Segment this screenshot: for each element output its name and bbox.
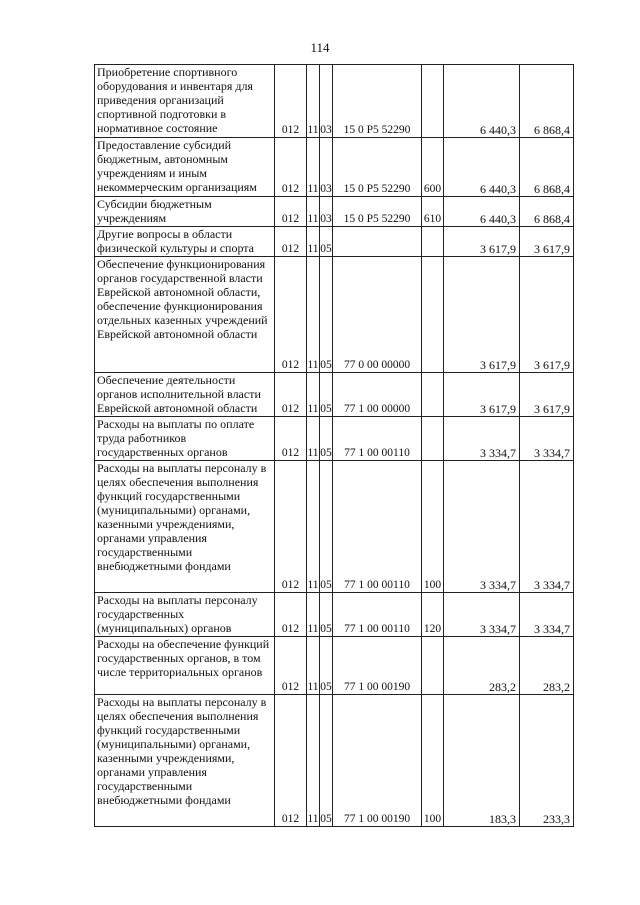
row-amount-year-2: 3 334,7 (520, 417, 574, 461)
row-name: Расходы на выплаты персоналу в целях обеспечения выполнения функций государственными (муниципальными) органами, казенными учреждениями, органами управления государственными внебюджетными фондами (95, 461, 275, 593)
row-expense-type-code: 100 (422, 461, 444, 593)
row-target-article-code: 77 1 00 00000 (333, 373, 422, 417)
row-target-article-code: 77 1 00 00110 (333, 593, 422, 637)
row-subsection-code: 05 (320, 695, 333, 827)
row-target-article-code: 77 0 00 00000 (333, 257, 422, 373)
row-grbs-code: 012 (275, 593, 307, 637)
row-subsection-code: 05 (320, 461, 333, 593)
row-grbs-code: 012 (275, 417, 307, 461)
row-grbs-code: 012 (275, 138, 307, 197)
row-grbs-code: 012 (275, 65, 307, 138)
row-section-code: 11 (307, 373, 320, 417)
row-section-code: 11 (307, 637, 320, 695)
row-amount-year-1: 3 617,9 (444, 373, 520, 417)
row-subsection-code: 05 (320, 637, 333, 695)
row-expense-type-code: 120 (422, 593, 444, 637)
row-section-code: 11 (307, 417, 320, 461)
budget-table (94, 64, 574, 827)
table-row (95, 257, 574, 373)
row-target-article-code: 77 1 00 00190 (333, 637, 422, 695)
table-row (95, 227, 574, 257)
table-row (95, 373, 574, 417)
row-amount-year-2: 3 334,7 (520, 461, 574, 593)
row-expense-type-code (422, 65, 444, 138)
row-amount-year-2: 6 868,4 (520, 138, 574, 197)
row-amount-year-1: 283,2 (444, 637, 520, 695)
row-section-code: 11 (307, 227, 320, 257)
row-grbs-code: 012 (275, 227, 307, 257)
table-row (95, 65, 574, 138)
row-target-article-code: 15 0 Р5 52290 (333, 197, 422, 227)
row-amount-year-2: 3 334,7 (520, 593, 574, 637)
row-name: Приобретение спортивного оборудования и инвентаря для приведения организаций спортивной подготовки в нормативное состояние (95, 65, 275, 138)
table-row (95, 695, 574, 827)
row-subsection-code: 03 (320, 138, 333, 197)
row-section-code: 11 (307, 695, 320, 827)
row-amount-year-1: 6 440,3 (444, 138, 520, 197)
row-amount-year-2: 3 617,9 (520, 227, 574, 257)
row-grbs-code: 012 (275, 197, 307, 227)
row-amount-year-1: 3 334,7 (444, 593, 520, 637)
page-number: 114 (310, 40, 330, 55)
row-grbs-code: 012 (275, 637, 307, 695)
row-subsection-code: 03 (320, 197, 333, 227)
row-target-article-code: 15 0 Р5 52290 (333, 65, 422, 138)
row-amount-year-1: 183,3 (444, 695, 520, 827)
row-grbs-code: 012 (275, 461, 307, 593)
row-target-article-code: 15 0 Р5 52290 (333, 138, 422, 197)
row-subsection-code: 05 (320, 257, 333, 373)
row-grbs-code: 012 (275, 695, 307, 827)
table-row (95, 461, 574, 593)
table-row (95, 138, 574, 197)
row-section-code: 11 (307, 138, 320, 197)
row-expense-type-code: 610 (422, 197, 444, 227)
row-name: Другие вопросы в области физической культуры и спорта (95, 227, 275, 257)
row-subsection-code: 05 (320, 593, 333, 637)
table-row (95, 417, 574, 461)
row-name: Субсидии бюджетным учреждениям (95, 197, 275, 227)
row-name: Расходы на обеспечение функций государственных органов, в том числе территориальных органов (95, 637, 275, 695)
row-amount-year-1: 6 440,3 (444, 197, 520, 227)
row-target-article-code (333, 227, 422, 257)
row-name: Предоставление субсидий бюджетным, автономным учреждениям и иным некоммерческим организациям (95, 138, 275, 197)
row-name: Обеспечение функционирования органов государственной власти Еврейской автономной области, обеспечение функционирования отдельных казенных учреждений Еврейской автономной области (95, 257, 275, 373)
row-expense-type-code (422, 227, 444, 257)
row-section-code: 11 (307, 461, 320, 593)
row-expense-type-code (422, 257, 444, 373)
row-target-article-code: 77 1 00 00110 (333, 461, 422, 593)
row-name: Расходы на выплаты персоналу в целях обеспечения выполнения функций государственными (муниципальными) органами, казенными учреждениями, органами управления государственными внебюджетными фондами (95, 695, 275, 827)
row-amount-year-1: 3 617,9 (444, 257, 520, 373)
row-amount-year-2: 3 617,9 (520, 257, 574, 373)
row-grbs-code: 012 (275, 373, 307, 417)
row-amount-year-2: 6 868,4 (520, 197, 574, 227)
row-expense-type-code (422, 637, 444, 695)
row-amount-year-1: 6 440,3 (444, 65, 520, 138)
row-name: Обеспечение деятельности органов исполнительной власти Еврейской автономной области (95, 373, 275, 417)
budget-table-body (95, 65, 574, 827)
row-amount-year-2: 283,2 (520, 637, 574, 695)
row-amount-year-2: 233,3 (520, 695, 574, 827)
row-grbs-code: 012 (275, 257, 307, 373)
row-amount-year-2: 3 617,9 (520, 373, 574, 417)
row-expense-type-code: 600 (422, 138, 444, 197)
row-target-article-code: 77 1 00 00190 (333, 695, 422, 827)
row-subsection-code: 05 (320, 227, 333, 257)
row-target-article-code: 77 1 00 00110 (333, 417, 422, 461)
table-row (95, 197, 574, 227)
row-name: Расходы на выплаты персоналу государственных (муниципальных) органов (95, 593, 275, 637)
table-row (95, 593, 574, 637)
row-section-code: 11 (307, 593, 320, 637)
row-amount-year-1: 3 334,7 (444, 461, 520, 593)
row-subsection-code: 05 (320, 373, 333, 417)
row-subsection-code: 05 (320, 417, 333, 461)
table-row (95, 637, 574, 695)
row-subsection-code: 03 (320, 65, 333, 138)
row-name: Расходы на выплаты по оплате труда работников государственных органов (95, 417, 275, 461)
row-amount-year-1: 3 617,9 (444, 227, 520, 257)
row-section-code: 11 (307, 257, 320, 373)
row-section-code: 11 (307, 197, 320, 227)
row-section-code: 11 (307, 65, 320, 138)
row-amount-year-2: 6 868,4 (520, 65, 574, 138)
row-expense-type-code (422, 417, 444, 461)
row-amount-year-1: 3 334,7 (444, 417, 520, 461)
row-expense-type-code (422, 373, 444, 417)
row-expense-type-code: 100 (422, 695, 444, 827)
